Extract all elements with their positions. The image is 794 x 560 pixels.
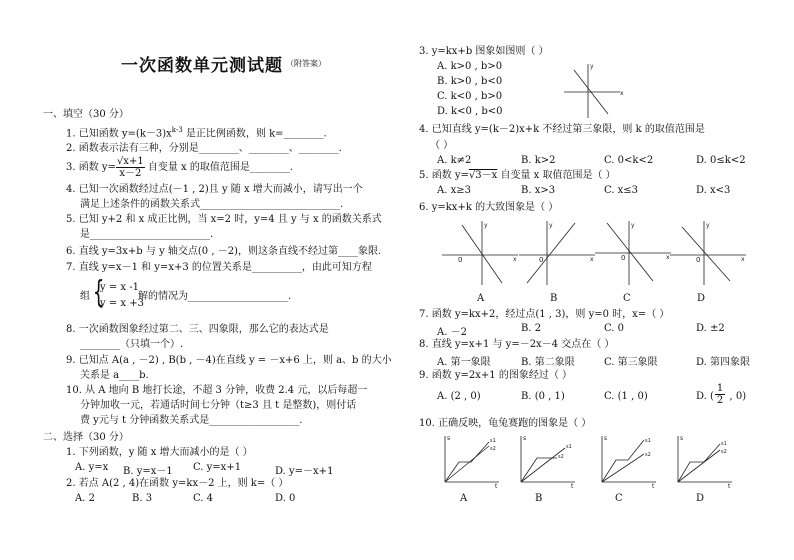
question-6: 6. 直线 y=3x+b 与 y 轴交点(0 , －2)，则这条直线不经过第____象限. xyxy=(66,246,382,257)
choice-10-graph-b xyxy=(513,432,579,488)
choice-10-graph-d-axis-s-label: s xyxy=(680,435,684,442)
choice-5-radical: √3－x xyxy=(468,170,498,181)
choice-10-graph-c-axis-t-label: t xyxy=(652,483,655,488)
choice-9-option-d-prefix: D. ( xyxy=(696,391,714,402)
question-8-line-1: 8. 一次函数图象经过第二、三、四象限，那么它的表达式是 xyxy=(66,324,329,335)
choice-9-option-d-fraction xyxy=(715,383,725,406)
choice-6-label-c: C xyxy=(623,293,631,304)
choice-5-option-a: A. x≥3 xyxy=(437,185,471,196)
choice-6-graph-b xyxy=(517,217,597,287)
choice-10-graph-b-s1-label: s1 xyxy=(566,444,572,450)
choice-6-graph-c xyxy=(593,217,673,287)
question-4-line-2: 满足上述条件的函数关系式____________________________. xyxy=(80,199,344,210)
choice-2-option-d: D. 0 xyxy=(275,493,296,504)
choice-6-label-b: B xyxy=(550,293,558,304)
choice-4-line-2: （ ） xyxy=(430,140,454,151)
question-7-line-1: 7. 直线 y=x－1 和 y=x+3 的位置关系是__________，由此可知方程 xyxy=(66,262,372,273)
choice-6-label-d: D xyxy=(697,293,706,304)
choice-8-option-c: C. 第三象限 xyxy=(604,357,658,368)
question-3-denominator: x－2 xyxy=(119,168,142,179)
choice-6-graph-c-origin-label: 0 xyxy=(621,254,626,262)
choice-1-option-b: B. y=x－1 xyxy=(123,466,173,477)
choice-3-option-d: D. k<0 , b<0 xyxy=(437,106,503,117)
question-7-system-eq-1: y = x -1 xyxy=(100,282,139,293)
question-5-line-1: 5. 已知 y+2 和 x 成正比例，当 x=2 时，y=4 且 y 与 x 的函数关系式 xyxy=(66,214,382,225)
choice-1-option-d: D. y=－x+1 xyxy=(275,466,334,477)
choice-1: 1. 下列函数，y 随 x 增大而减小的是（ ） xyxy=(66,447,253,458)
choice-7: 7. 函数 y=kx+2，经过点(1 , 3)，则 y=0 时，x=（ ） xyxy=(419,309,670,320)
choice-6-graph-d-axis-y-label: y xyxy=(706,222,710,229)
question-7-system-eq-2: y = x +3 xyxy=(100,298,144,309)
choice-9-option-c: C. (1 , 0) xyxy=(604,391,648,402)
choice-9-option-d-tail: , 0) xyxy=(726,391,747,402)
choice-10-graph-a-axis-t-label: t xyxy=(495,483,498,488)
choice-2-option-b: B. 3 xyxy=(132,493,153,504)
section-choice-heading: 二、选择（30 分） xyxy=(43,432,129,443)
choice-5-prefix: 5. 函数 y= xyxy=(419,170,469,181)
question-3-fraction xyxy=(116,156,145,179)
choice-4-option-a: A. k≠2 xyxy=(437,155,472,166)
question-2: 2. 函数表示法有三种，分别是________、________、________. xyxy=(66,143,342,154)
choice-6-graph-a xyxy=(440,217,520,287)
choice-4-option-b: B. k>2 xyxy=(521,155,556,166)
question-4-line-1: 4. 已知一次函数经过点(－1 , 2)且 y 随 x 增大而减小，请写出一个 xyxy=(66,184,363,195)
choice-10-graph-a-s1-label: s1 xyxy=(490,438,496,444)
choice-10-graph-c xyxy=(594,432,660,488)
question-9-line-2: 关系是 a____b. xyxy=(80,370,149,381)
choice-10-graph-d-s2-label: s2 xyxy=(721,449,727,455)
choice-3-axis-y-label: y xyxy=(590,63,594,70)
choice-6-label-a: A xyxy=(477,293,485,304)
question-1-text: 1. 已知函数 y=(k－3)x xyxy=(66,128,172,140)
choice-10-graph-c-axis-s-label: s xyxy=(604,435,608,442)
choice-5-tail: 自变量 x 取值范围是（ ） xyxy=(497,170,616,181)
choice-7-option-b: B. 2 xyxy=(521,323,542,334)
choice-10-graph-d-axis-t-label: t xyxy=(728,483,731,488)
choice-1-option-c: C. y=x+1 xyxy=(193,462,242,473)
choice-5-option-c: C. x≤3 xyxy=(604,185,639,196)
question-5-line-2: 是________________________. xyxy=(80,229,214,240)
question-10-line-2: 分钟加收一元，若通话时间七分钟（t≥3 且 t 是整数)，则付话 xyxy=(80,400,357,411)
question-3 xyxy=(66,156,293,179)
choice-3-option-b: B. k>0 , b<0 xyxy=(437,76,503,87)
choice-3-graph xyxy=(560,60,626,120)
choice-6-graph-a-axis-y-label: y xyxy=(484,222,488,229)
choice-5-option-d: D. x<3 xyxy=(696,185,731,196)
choice-10-label-c: C xyxy=(615,493,623,504)
choice-8-option-b: B. 第二象限 xyxy=(521,357,575,368)
choice-6-graph-a-origin-label: 0 xyxy=(458,256,463,264)
choice-10-graph-a-axis-s-label: s xyxy=(447,435,451,442)
question-3-tail: 自变量 x 的取值范围是________. xyxy=(144,162,294,173)
choice-4-option-d: D. 0≤k<2 xyxy=(696,155,746,166)
choice-10-graph-d xyxy=(670,432,736,488)
choice-10-graph-c-s1-label: s1 xyxy=(645,438,651,444)
choice-10-graph-b-s2-label: s2 xyxy=(558,454,564,460)
question-7-tail: 解的情况为____________________. xyxy=(138,291,292,302)
choice-8-option-d: D. 第四象限 xyxy=(696,357,751,368)
choice-2: 2. 若点 A(2 , 4)在函数 y=kx－2 上，则 k=（ ） xyxy=(66,478,289,489)
choice-6-graph-c-axis-x-label: x xyxy=(666,254,670,261)
choice-3-axis-x-label: x xyxy=(620,90,624,97)
question-3-numerator: √x+1 xyxy=(116,156,144,167)
page-title: 一次函数单元测试题 xyxy=(121,56,283,76)
choice-9-fraction-denominator: 2 xyxy=(716,395,724,406)
choice-9: 9. 函数 y=2x+1 的图象经过（ ） xyxy=(419,370,573,381)
choice-8-option-a: A. 第一象限 xyxy=(437,357,491,368)
choice-10-label-b: B xyxy=(535,493,543,504)
choice-1-option-a: A. y=x xyxy=(75,462,109,473)
choice-10-label-a: A xyxy=(460,493,468,504)
section-fill-heading: 一、填空（30 分） xyxy=(43,109,129,120)
choice-6-graph-b-axis-x-label: x xyxy=(590,256,594,263)
question-10-line-3: 费 y元与 t 分钟函数关系式是__________________. xyxy=(80,415,303,426)
question-7-brace: { xyxy=(92,275,105,310)
choice-3: 3. y=kx+b 图象如图则（ ） xyxy=(419,46,549,57)
choice-10-graph-a-s2-label: s2 xyxy=(490,446,496,452)
choice-10-label-d: D xyxy=(696,493,705,504)
choice-6-graph-c-axis-y-label: y xyxy=(631,222,635,229)
choice-2-option-a: A. 2 xyxy=(75,493,95,504)
choice-9-option-a: A. (2 , 0) xyxy=(437,391,481,402)
choice-8: 8. 直线 y=x+1 与 y=－2x－4 交点在（ ） xyxy=(419,339,615,350)
question-3-prefix: 3. 函数 y= xyxy=(66,162,116,173)
choice-10-graph-b-axis-t-label: t xyxy=(571,483,574,488)
question-10-line-1: 10. 从 A 地向 B 地打长途，不超 3 分钟，收费 2.4 元，以后每超一 xyxy=(66,385,368,396)
choice-9-fraction-numerator: 1 xyxy=(716,383,724,394)
choice-6: 6. y=kx+k 的大致图象是（ ） xyxy=(419,202,559,213)
choice-5 xyxy=(419,169,616,182)
question-1-exponent: k-3 xyxy=(171,126,183,134)
choice-7-option-c: C. 0 xyxy=(604,323,625,334)
choice-10: 10. 正确反映，龟兔赛跑的图象是（ ） xyxy=(419,418,592,429)
question-7-prefix: 组 xyxy=(80,291,90,302)
choice-6-graph-b-axis-y-label: y xyxy=(549,222,553,229)
choice-3-option-c: C. k<0 , b>0 xyxy=(437,91,503,102)
choice-3-option-a: A. k>0 , b>0 xyxy=(437,61,503,72)
choice-9-option-b: B. (0 , 1) xyxy=(521,391,565,402)
question-1 xyxy=(66,124,327,140)
choice-2-option-c: C. 4 xyxy=(193,493,214,504)
choice-4-line-1: 4. 已知直线 y=(k－2)x+k 不经过第三象限，则 k 的取值范围是 xyxy=(419,124,705,135)
choice-6-graph-b-origin-label: 0 xyxy=(539,256,544,264)
choice-6-graph-d-origin-label: 0 xyxy=(696,256,701,264)
choice-6-graph-a-axis-x-label: x xyxy=(513,256,517,263)
choice-6-graph-d-axis-x-label: x xyxy=(741,256,745,263)
choice-7-option-a: A. －2 xyxy=(437,327,467,338)
question-1-tail: 是正比例函数，则 k=________. xyxy=(182,128,327,140)
choice-9-option-d xyxy=(696,383,746,409)
choice-10-graph-a xyxy=(437,432,503,488)
choice-4-option-c: C. 0<k<2 xyxy=(604,155,654,166)
choice-10-graph-d-s1-label: s1 xyxy=(721,441,727,447)
choice-10-graph-c-s2-label: s2 xyxy=(645,452,651,458)
question-9-line-1: 9. 已知点 A(a , －2) , B(b , －4)在直线 y = －x+6 上，则 a、b 的大小 xyxy=(66,355,392,366)
question-8-line-2: ________（只填一个）. xyxy=(80,339,184,350)
choice-5-option-b: B. x>3 xyxy=(521,185,556,196)
choice-7-option-d: D. ±2 xyxy=(696,323,725,334)
choice-6-graph-d xyxy=(668,217,748,287)
title-note: （附答案） xyxy=(286,59,326,68)
choice-10-graph-b-axis-s-label: s xyxy=(523,435,527,442)
